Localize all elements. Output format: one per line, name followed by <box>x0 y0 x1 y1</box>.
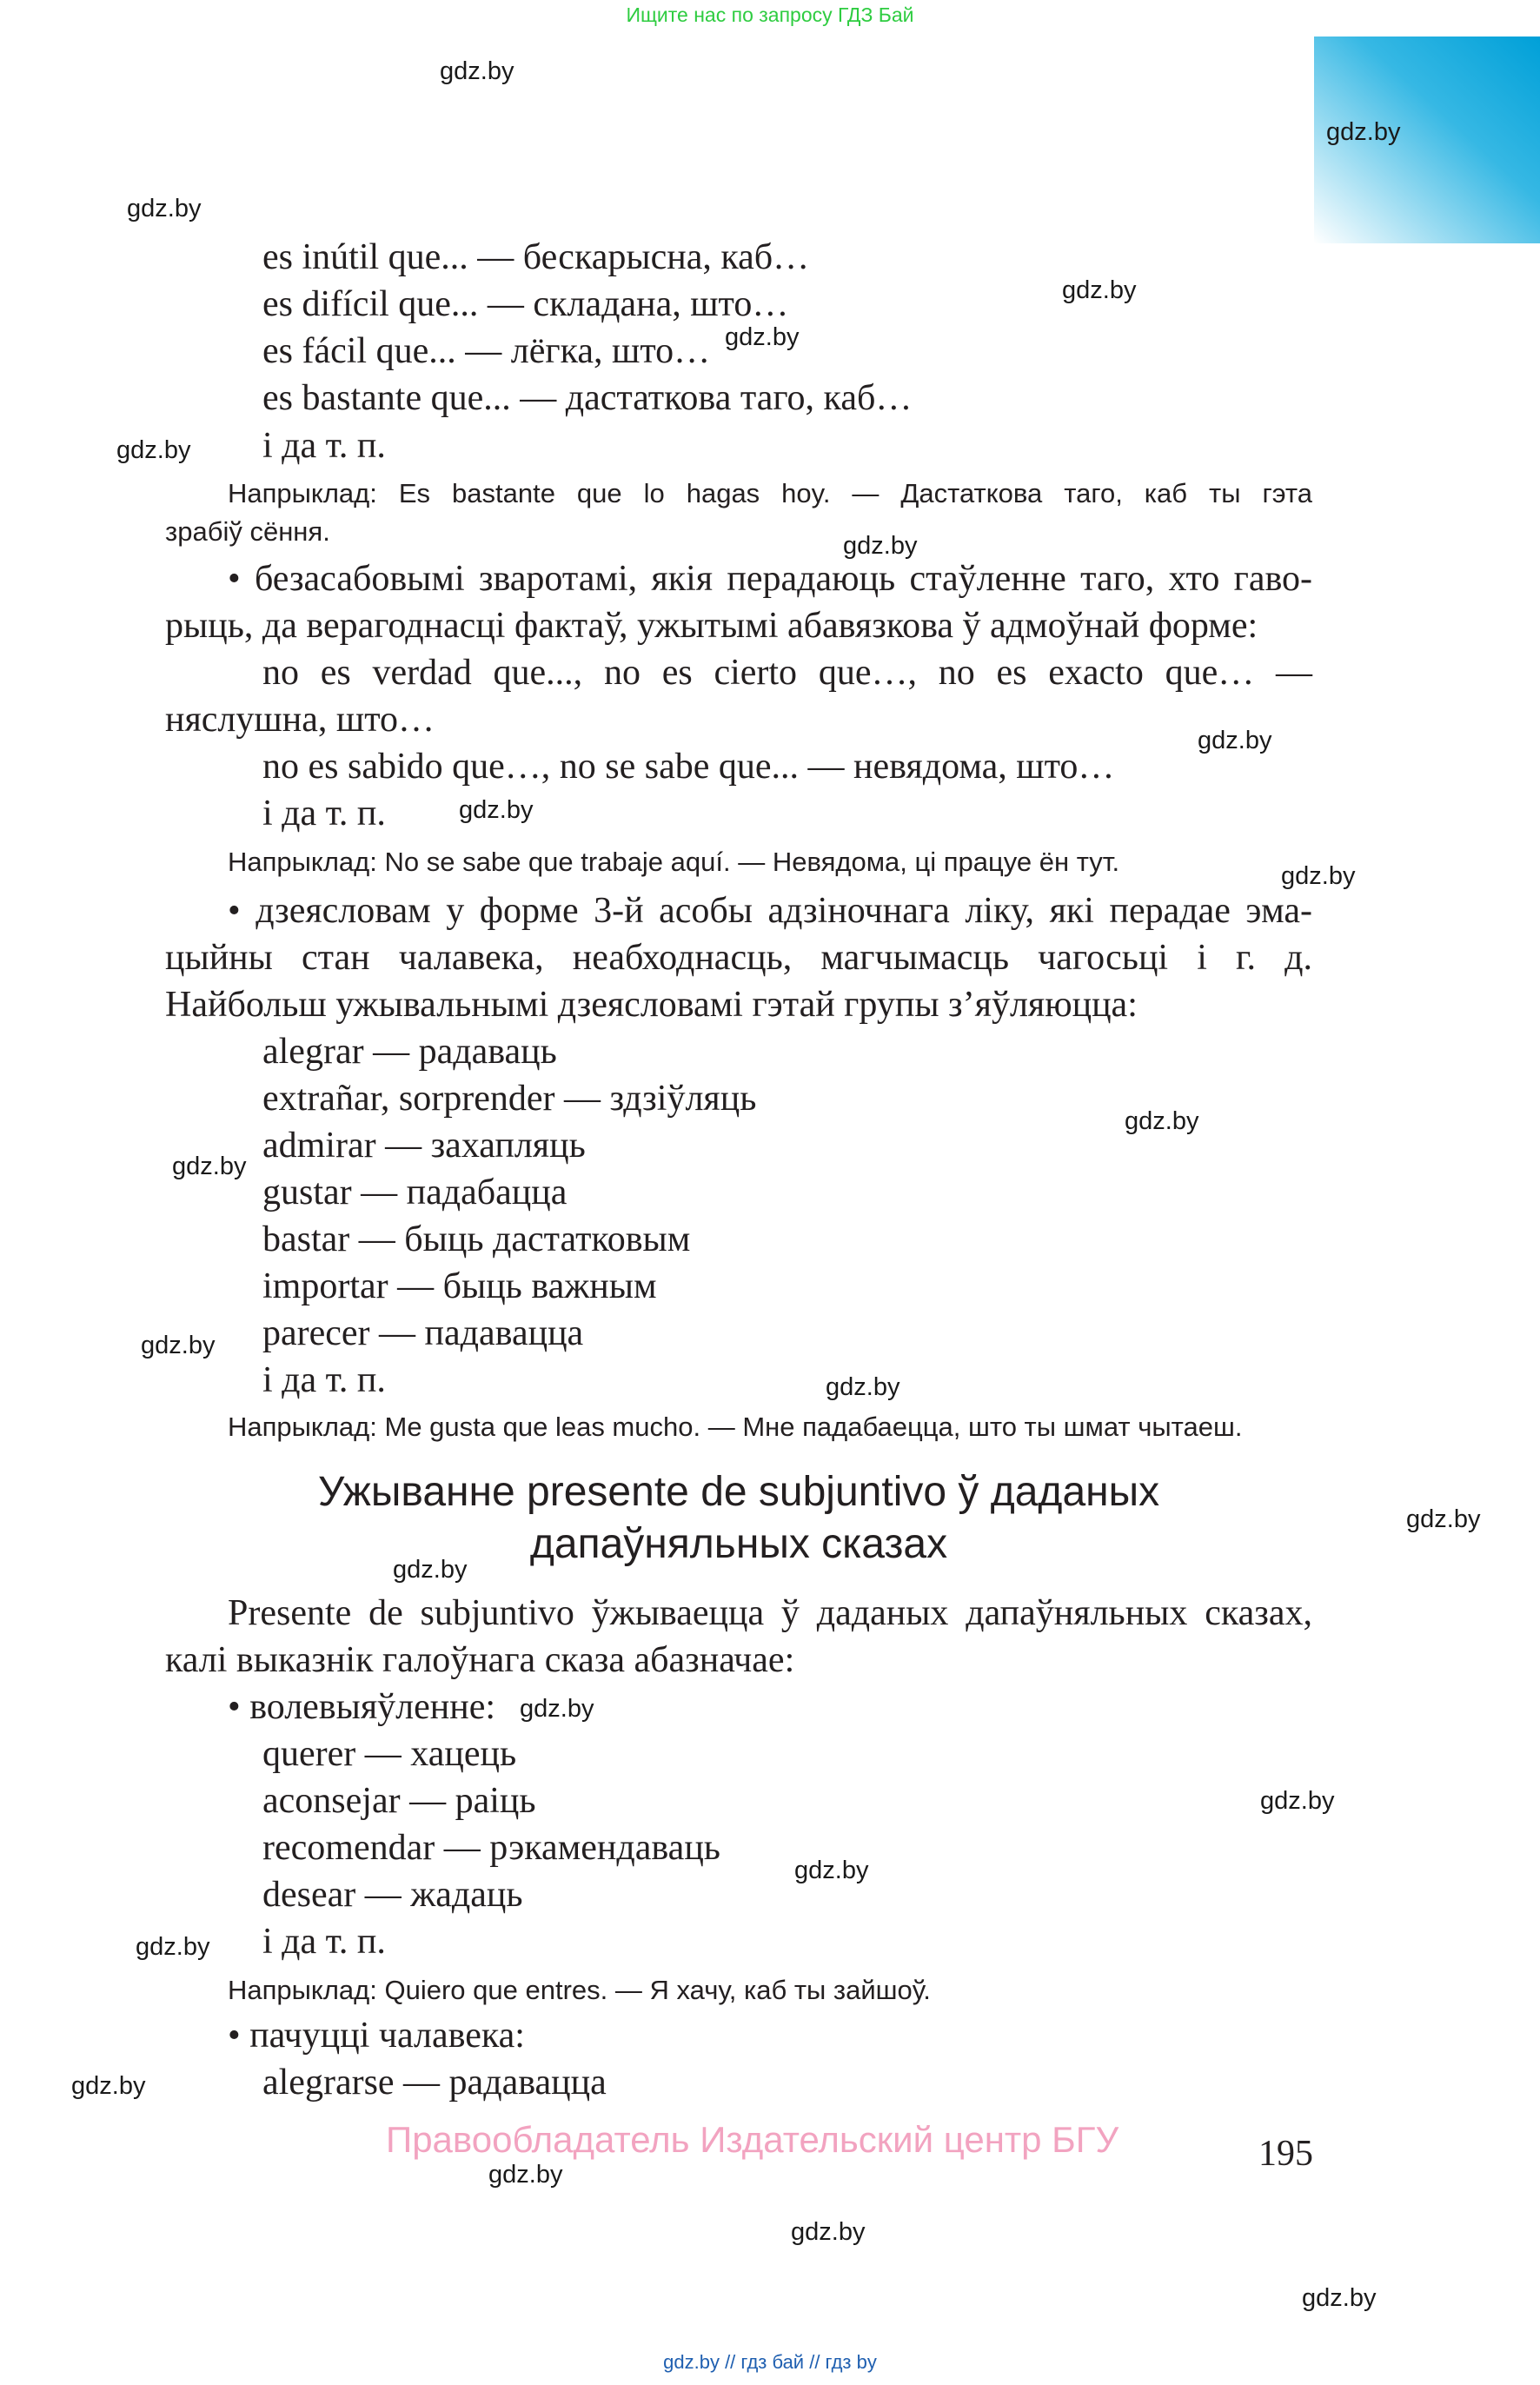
watermark: gdz.by <box>71 2072 146 2100</box>
watermark: gdz.by <box>1281 862 1356 890</box>
footer-links[interactable]: gdz.by // гдз бай // гдз by <box>663 2351 877 2373</box>
bullet-item: • безасабовымі зваротамі, якія перадаюць стаўленне таго, хто гаво- <box>228 559 1312 599</box>
text-line: no es sabido que…, no se sabe que... — невядома, што… <box>262 747 1115 787</box>
watermark: gdz.by <box>459 796 534 824</box>
text-line: рыць, да верагоднасці фактаў, ужытымі абавязкова ў адмоўнай форме: <box>165 606 1258 646</box>
verb-item: alegrar — радаваць <box>262 1032 557 1072</box>
example-text: Напрыклад: No se sabe que trabaje aquí. — Невядома, ці працуе ён тут. <box>228 847 1120 877</box>
text-line: няслушна, што… <box>165 700 435 740</box>
bullet-item: • дзеясловам у форме 3-й асобы адзіночнага ліку, які перадае эма- <box>228 891 1312 931</box>
verb-item: gustar — падабацца <box>262 1173 568 1212</box>
section-heading: Ужыванне presente de subjuntivo ў даданых <box>317 1469 1160 1515</box>
verb-item: extrañar, sorprender — здзіўляць <box>262 1079 757 1119</box>
bullet-item: • пачуцці чалавека: <box>228 2016 525 2056</box>
watermark: gdz.by <box>826 1373 900 1401</box>
example-text: зрабіў сёння. <box>165 516 330 547</box>
text-line: es bastante que... — дастаткова таго, каб… <box>262 378 913 418</box>
verb-item: recomendar — рэкамендаваць <box>262 1828 720 1868</box>
watermark: gdz.by <box>1406 1505 1481 1533</box>
text-line: es fácil que... — лёгка, што… <box>262 331 711 371</box>
verb-item: parecer — падавацца <box>262 1313 584 1353</box>
watermark: gdz.by <box>791 2218 866 2246</box>
watermark: gdz.by <box>725 323 800 351</box>
watermark: gdz.by <box>1125 1107 1199 1135</box>
text-line: es inútil que... — бескарысна, каб… <box>262 237 810 277</box>
verb-item: bastar — быць дастатковым <box>262 1219 691 1259</box>
watermark: gdz.by <box>843 532 918 560</box>
watermark: gdz.by <box>116 436 191 464</box>
section-heading: дапаўняльных сказах <box>529 1521 948 1567</box>
verb-item: aconsejar — раіць <box>262 1781 536 1821</box>
watermark: gdz.by <box>1198 727 1272 754</box>
watermark: gdz.by <box>794 1857 869 1884</box>
text-line: і да т. п. <box>262 426 386 466</box>
watermark: gdz.by <box>520 1695 594 1723</box>
verb-item: querer — хацець <box>262 1734 517 1774</box>
text-line: Найбольш ужывальнымі дзеясловамі гэтай групы з’яўляюцца: <box>165 985 1138 1025</box>
watermark: gdz.by <box>1302 2284 1377 2312</box>
watermark: gdz.by <box>440 57 514 85</box>
page-number: 195 <box>1258 2134 1313 2174</box>
text-line: no es verdad que..., no es cierto que…, no es exacto que… — <box>262 653 1312 693</box>
verb-item: importar — быць важным <box>262 1266 657 1306</box>
example-text: Напрыклад: Me gusta que leas mucho. — Мне падабаецца, што ты шмат чытаеш. <box>228 1412 1243 1442</box>
verb-item: і да т. п. <box>262 1360 386 1400</box>
verb-item: admirar — захапляць <box>262 1126 586 1166</box>
verb-item: і да т. п. <box>262 1922 386 1962</box>
watermark: gdz.by <box>141 1332 216 1359</box>
watermark: gdz.by <box>172 1153 247 1180</box>
watermark: gdz.by <box>1062 276 1137 304</box>
verb-item: alegrarse — радавацца <box>262 2063 607 2103</box>
paragraph: калі выказнік галоўнага сказа абазначае: <box>165 1640 795 1680</box>
text-line: і да т. п. <box>262 794 386 834</box>
header-note: Ищите нас по запросу ГДЗ Бай <box>626 3 914 26</box>
watermark: gdz.by <box>1260 1787 1335 1815</box>
rights-holder-note: Правообладатель Издательский центр БГУ <box>386 2119 1119 2160</box>
verb-item: desear — жадаць <box>262 1875 523 1915</box>
watermark: gdz.by <box>488 2161 563 2189</box>
paragraph: Presente de subjuntivo ўжываецца ў даданых дапаўняльных сказах, <box>228 1593 1312 1633</box>
example-text: Напрыклад: Quiero que entres. — Я хачу, каб ты зайшоў. <box>228 1975 931 2005</box>
watermark: gdz.by <box>127 195 202 223</box>
watermark: gdz.by <box>1326 118 1401 146</box>
watermark: gdz.by <box>136 1933 210 1961</box>
bullet-item: • волевыяўленне: <box>228 1687 496 1727</box>
watermark: gdz.by <box>393 1556 468 1584</box>
text-line: цыйны стан чалавека, неабходнасць, магчымасць чагосьці і г. д. <box>165 938 1312 978</box>
text-line: es difícil que... — складана, што… <box>262 284 789 324</box>
example-text: Напрыклад: Es bastante que lo hagas hoy. — Дастаткова таго, каб ты гэта <box>228 478 1312 508</box>
